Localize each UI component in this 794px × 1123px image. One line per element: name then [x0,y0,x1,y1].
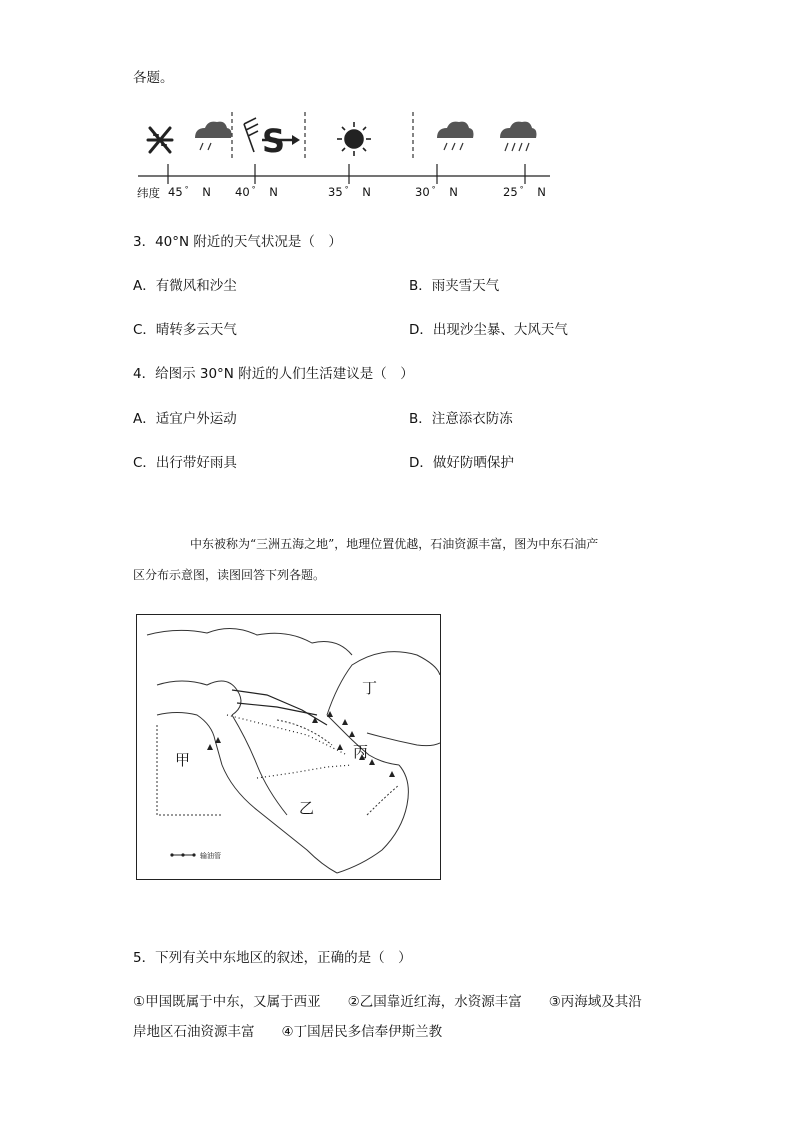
border [367,785,399,815]
q3-option-c[interactable]: C．晴转多云天气 [133,322,237,338]
coastline-north [147,628,352,655]
q5-statements-line-1: ①甲国既属于中东，又属于西亚 ②乙国靠近红海，水资源丰富 ③丙海域及其沿 [133,994,642,1010]
q5-statements-line-2: 岸地区石油资源丰富 ④丁国居民多信奉伊斯兰教 [133,1024,443,1040]
tick-label-35: 35 ° N [328,185,371,199]
q3-option-b[interactable]: B．雨夹雪天气 [409,278,500,294]
q4-option-a[interactable]: A．适宜户外运动 [133,411,237,427]
coastline-iran [327,652,440,715]
pipeline [227,715,347,755]
label-bing: 丙 [353,743,369,761]
passage-line-1: 中东被称为“三洲五海之地”，地理位置优越，石油资源丰富，图为中东石油产 [190,537,599,551]
q3-option-d[interactable]: D．出现沙尘暴、大风天气 [409,322,568,338]
coastline-mediterranean [157,681,241,715]
sandstorm-icon [262,122,300,160]
red-sea-east [232,715,287,815]
snowflake-icon [148,128,172,152]
q3-option-a[interactable]: A．有微风和沙尘 [133,278,237,294]
map-legend [170,851,221,860]
tick-label-30: 30 ° N [415,185,458,199]
border [157,725,222,815]
legend-label: 输油管 [200,852,221,860]
coastline-arabia-west [222,765,337,873]
svg-text:S: S [262,122,286,160]
q4-option-c[interactable]: C．出行带好雨具 [133,455,237,471]
wind-flag-icon [244,118,258,152]
axis-label: 纬度 [137,186,160,200]
q3-stem: 3．40°N 附近的天气状况是（ ） [133,234,342,250]
rain-cloud-icon [437,122,474,150]
coastline-arabia-south [337,765,408,873]
tick-label-40: 40 ° N [235,185,278,199]
intro-tail-text: 各题。 [133,70,174,86]
q4-option-d[interactable]: D．做好防晒保护 [409,455,514,471]
tick-label-45: 45 ° N [168,185,211,199]
q4-option-b[interactable]: B．注意添衣防冻 [409,411,513,427]
heavy-rain-cloud-icon [500,122,537,151]
sun-icon [337,122,371,156]
passage-line-2: 区分布示意图，读图回答下列各题。 [133,568,326,582]
pipeline [257,765,352,778]
tick-label-25: 25 ° N [503,185,546,199]
rain-cloud-icon [195,122,232,150]
label-yi: 乙 [299,799,315,817]
label-ding: 丁 [362,679,378,697]
map-svg [137,615,440,879]
q5-stem: 5．下列有关中东地区的叙述，正确的是（ ） [133,950,412,966]
q4-stem: 4．给图示 30°N 附近的人们生活建议是（ ） [133,366,414,382]
coastline-iran-south [367,733,440,746]
label-jia: 甲 [175,751,191,769]
border [277,720,332,745]
middle-east-oil-map [136,614,441,880]
pipeline [237,703,317,715]
